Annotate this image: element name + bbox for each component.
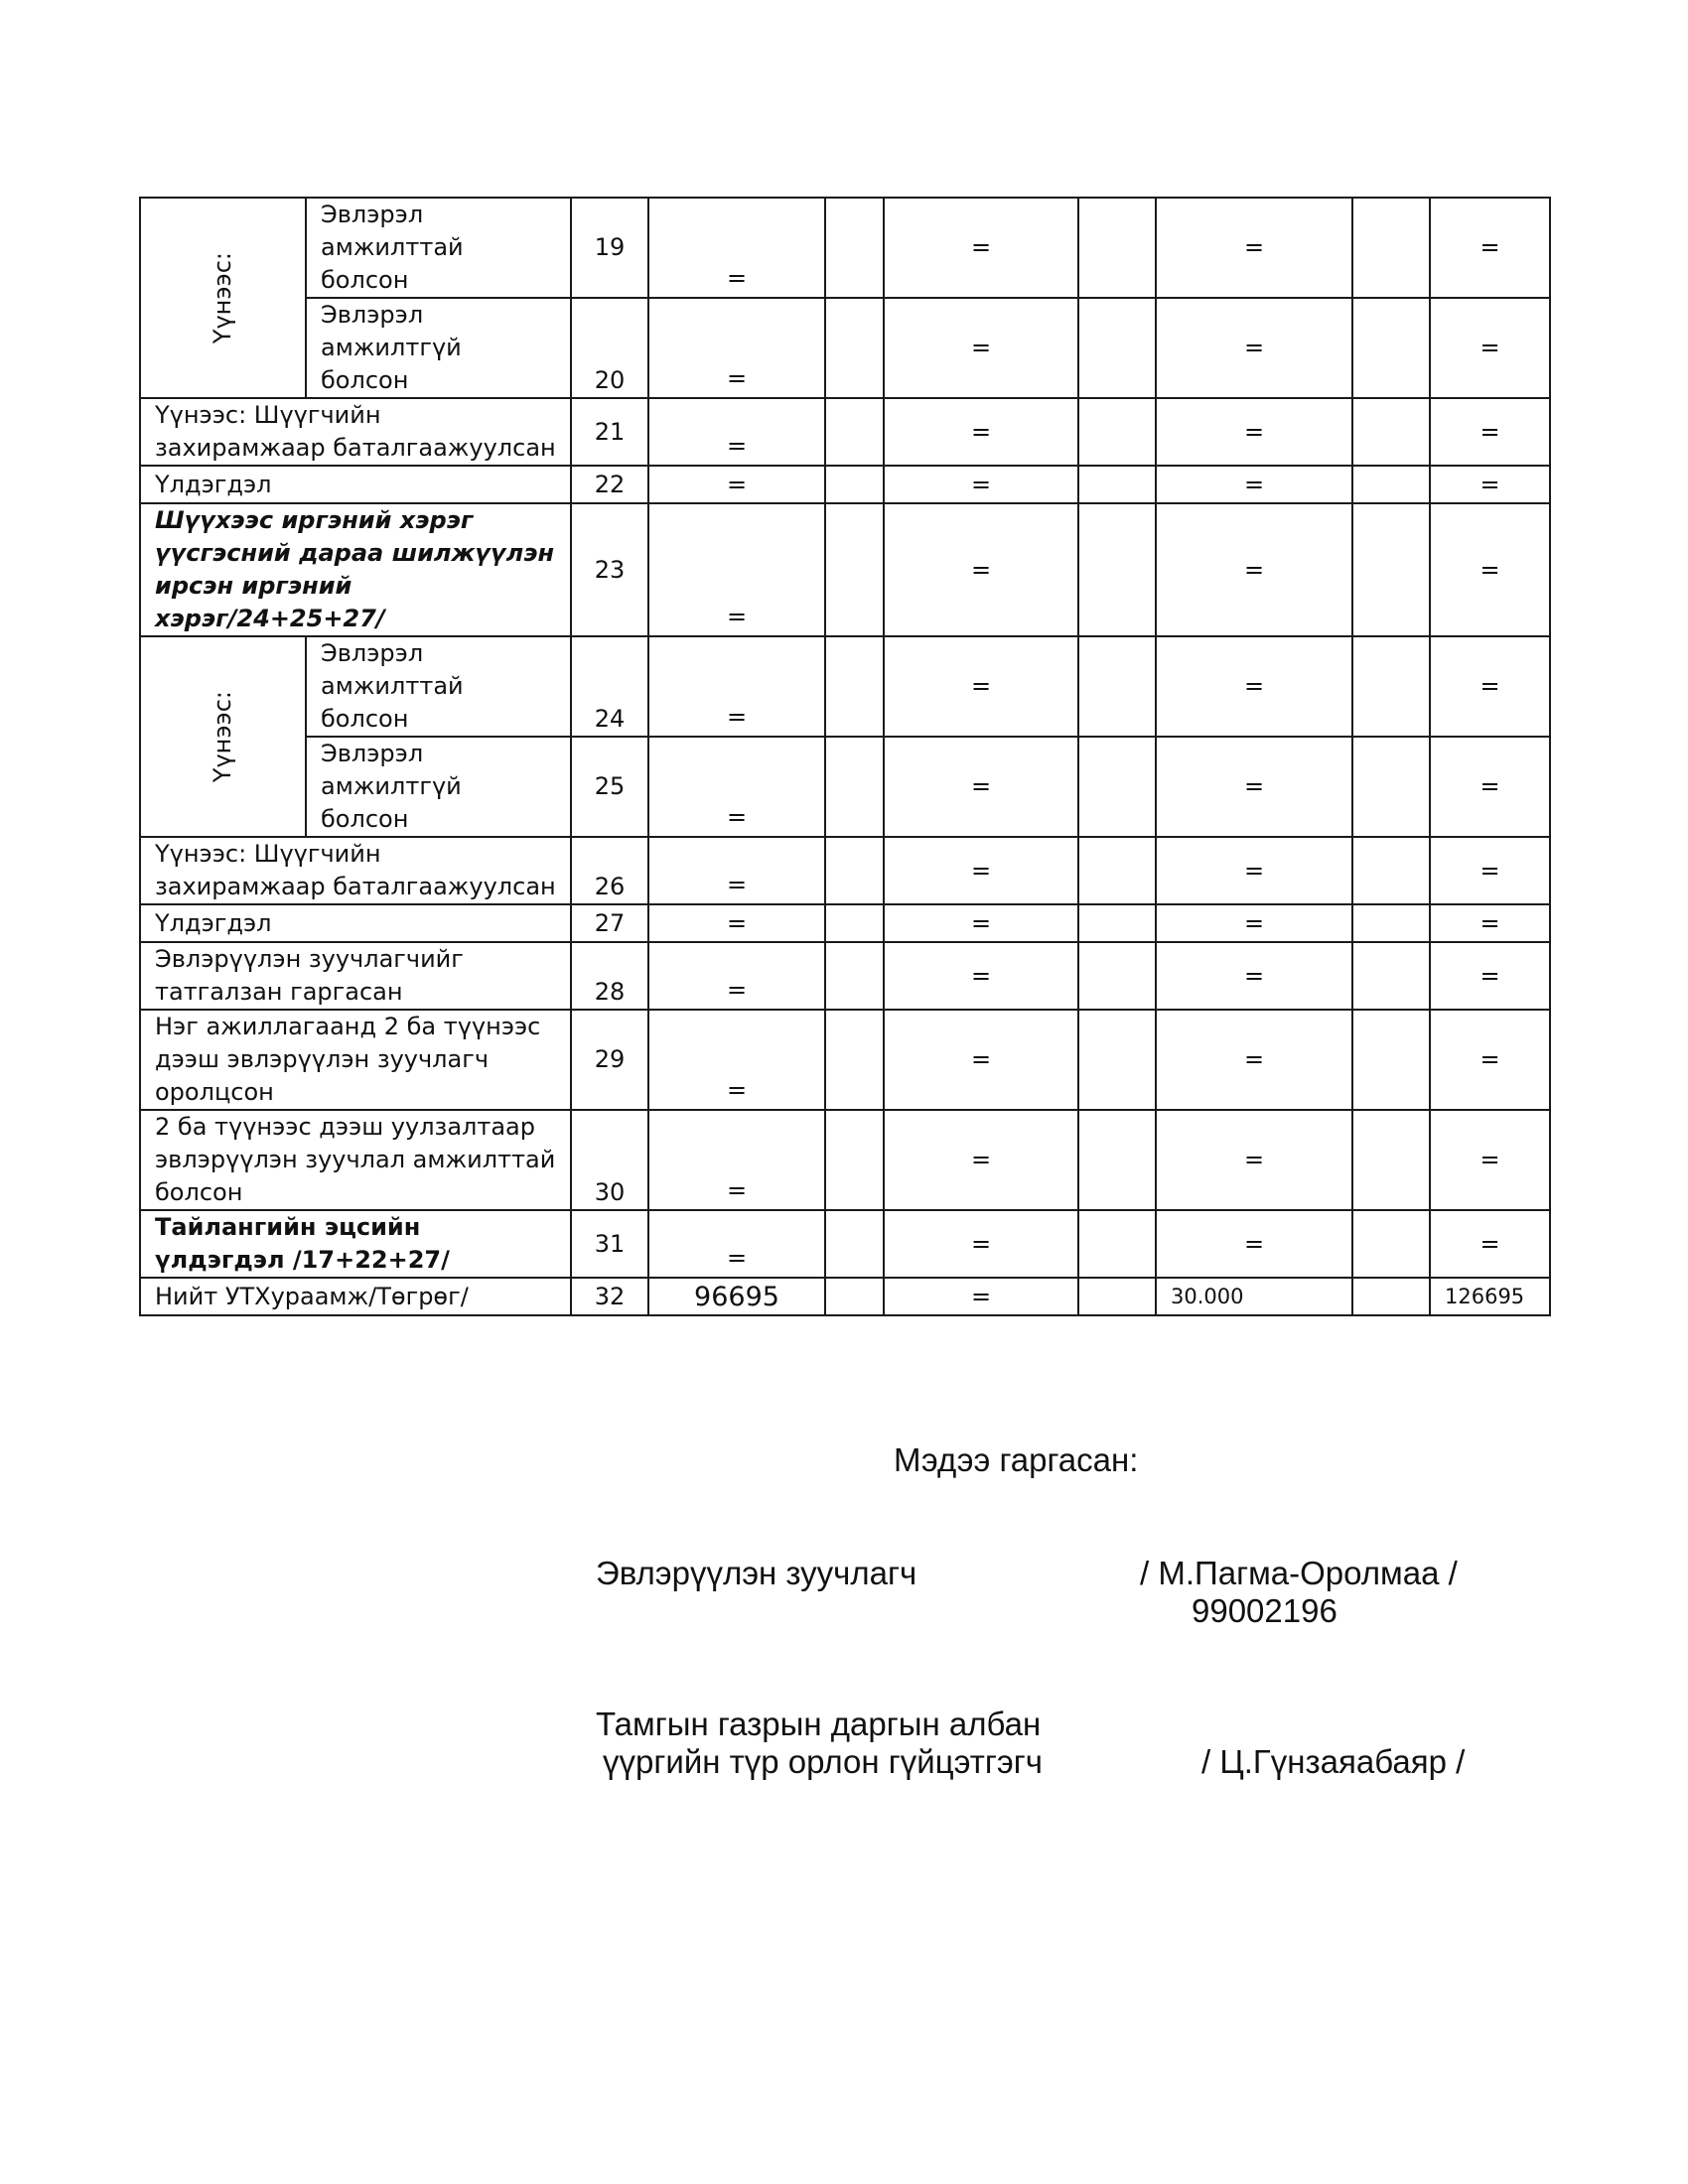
empty-cell [1078,1278,1156,1315]
cell-value: = [1156,837,1352,904]
row-label: Эвлэрэл амжилттай болсон [306,636,571,737]
empty-cell [1078,466,1156,503]
table-row [140,837,1550,904]
signer2-role-line2: үүргийн түр орлон гүйцэтгэгч [603,1743,1043,1780]
cell-value: = [648,298,825,398]
cell-value: = [1156,1110,1352,1210]
empty-cell [1078,837,1156,904]
report-table [139,197,1551,1316]
cell-value: = [648,942,825,1010]
cell-value: = [1156,636,1352,737]
row-number: 19 [571,198,648,298]
empty-cell [1352,837,1430,904]
row-label: Эвлэрүүлэн зуучлагчийг татгалзан гаргасан [140,942,571,1010]
empty-cell [1352,904,1430,942]
group-label: Үүнээс: [209,251,236,344]
cell-value: = [1156,466,1352,503]
empty-cell [1352,1210,1430,1278]
cell-value: = [884,1010,1078,1110]
empty-cell [1352,198,1430,298]
cell-value: = [1430,503,1550,636]
cell-value: = [1430,1110,1550,1210]
cell-value: = [648,904,825,942]
cell-value: = [1156,1010,1352,1110]
row-number: 28 [571,942,648,1010]
cell-value: = [648,1010,825,1110]
cell-value: = [648,198,825,298]
empty-cell [1352,1110,1430,1210]
cell-value: = [1430,198,1550,298]
signer1-role: Эвлэрүүлэн зуучлагч [596,1555,917,1591]
table-row [140,737,1550,837]
empty-cell [825,837,884,904]
grand-total-value: 126695 [1430,1278,1550,1315]
table-row [140,942,1550,1010]
cell-value: = [1156,904,1352,942]
empty-cell [825,737,884,837]
cell-value: = [884,1110,1078,1210]
empty-cell [825,1110,884,1210]
cell-value: = [884,298,1078,398]
cell-value: = [884,737,1078,837]
row-label: Эвлэрэл амжилтгүй болсон [306,737,571,837]
table-row [140,1210,1550,1278]
cell-value: = [884,466,1078,503]
cell-value: = [1156,398,1352,466]
cell-value: = [884,1278,1078,1315]
row-label: Нийт УТХураамж/Төгрөг/ [140,1278,571,1315]
empty-cell [1078,942,1156,1010]
empty-cell [1078,904,1156,942]
row-number: 25 [571,737,648,837]
cell-value: = [648,1210,825,1278]
empty-cell [1078,503,1156,636]
cell-value: 30.000 [1156,1278,1352,1315]
cell-value: = [1430,1010,1550,1110]
empty-cell [1352,942,1430,1010]
row-label: Эвлэрэл амжилтгүй болсон [306,298,571,398]
cell-value: = [1430,398,1550,466]
empty-cell [1352,298,1430,398]
group-label: Үүнээс: [209,690,236,783]
empty-cell [1078,636,1156,737]
empty-cell [1352,503,1430,636]
group-label-cell [140,636,306,837]
empty-cell [1352,737,1430,837]
cell-value: = [1156,298,1352,398]
cell-value: = [884,398,1078,466]
empty-cell [825,298,884,398]
cell-value: = [884,837,1078,904]
row-number: 30 [571,1110,648,1210]
table-row [140,1010,1550,1110]
row-number: 27 [571,904,648,942]
cell-value: = [1156,198,1352,298]
empty-cell [1078,737,1156,837]
empty-cell [825,942,884,1010]
empty-cell [825,1010,884,1110]
row-number: 22 [571,466,648,503]
empty-cell [825,198,884,298]
cell-value: = [884,1210,1078,1278]
row-label: Эвлэрэл амжилттай болсон [306,198,571,298]
cell-value: = [648,398,825,466]
cell-value: = [884,942,1078,1010]
cell-value: = [1156,1210,1352,1278]
cell-value: = [648,737,825,837]
signatures-heading: Мэдээ гаргасан: [894,1441,1139,1478]
row-number: 21 [571,398,648,466]
cell-value: = [648,466,825,503]
signer2-name: / Ц.Гүнзаяабаяр / [1201,1743,1466,1780]
cell-value: = [1430,942,1550,1010]
empty-cell [1078,198,1156,298]
cell-value: = [884,636,1078,737]
empty-cell [1078,1210,1156,1278]
empty-cell [1078,1110,1156,1210]
row-number: 24 [571,636,648,737]
empty-cell [1352,398,1430,466]
empty-cell [1352,1010,1430,1110]
empty-cell [1352,466,1430,503]
row-label: 2 ба түүнээс дээш уулзалтаар эвлэрүүлэн зуучлал амжилттай болсон [140,1110,571,1210]
table-row [140,398,1550,466]
cell-value: = [884,904,1078,942]
table-row [140,904,1550,942]
cell-value: = [1430,737,1550,837]
empty-cell [1078,298,1156,398]
empty-cell [1078,398,1156,466]
row-number: 23 [571,503,648,636]
empty-cell [825,466,884,503]
empty-cell [825,398,884,466]
cell-value: = [648,636,825,737]
cell-value: = [648,503,825,636]
table-row [140,503,1550,636]
row-number: 32 [571,1278,648,1315]
row-label: Шүүхээс иргэний хэрэг үүсгэсний дараа шилжүүлэн ирсэн иргэний хэрэг/24+25+27/ [140,503,571,636]
cell-value: = [1430,298,1550,398]
table-row [140,298,1550,398]
total-fee-value: 96695 [648,1278,825,1315]
cell-value: = [648,1110,825,1210]
empty-cell [825,1278,884,1315]
empty-cell [825,904,884,942]
signer2-role-line1: Тамгын газрын даргын албан [596,1706,1042,1742]
cell-value: = [1430,837,1550,904]
table-row [140,1278,1550,1315]
row-number: 26 [571,837,648,904]
cell-value: = [884,198,1078,298]
empty-cell [1078,1010,1156,1110]
row-number: 20 [571,298,648,398]
signer1-name: / М.Пагма-Оролмаа / [1140,1555,1458,1591]
cell-value: = [1430,1210,1550,1278]
row-label: Үүнээс: Шүүгчийн захирамжаар баталгаажуулсан [140,398,571,466]
cell-value: = [1156,737,1352,837]
row-label: Үүнээс: Шүүгчийн захирамжаар баталгаажуулсан [140,837,571,904]
cell-value: = [1430,466,1550,503]
group-label-cell [140,198,306,398]
row-number: 31 [571,1210,648,1278]
table-row [140,636,1550,737]
empty-cell [825,1210,884,1278]
signer1-phone: 99002196 [1192,1592,1337,1629]
row-number: 29 [571,1010,648,1110]
cell-value: = [1156,503,1352,636]
table-row [140,1110,1550,1210]
cell-value: = [648,837,825,904]
table-row [140,466,1550,503]
cell-value: = [884,503,1078,636]
cell-value: = [1430,904,1550,942]
empty-cell [825,636,884,737]
table-row [140,198,1550,298]
row-label: Үлдэгдэл [140,904,571,942]
row-label: Нэг ажиллагаанд 2 ба түүнээс дээш эвлэрүүлэн зуучлагч оролцсон [140,1010,571,1110]
empty-cell [1352,636,1430,737]
row-label: Тайлангийн эцсийн үлдэгдэл /17+22+27/ [140,1210,571,1278]
cell-value: = [1156,942,1352,1010]
row-label: Үлдэгдэл [140,466,571,503]
empty-cell [1352,1278,1430,1315]
cell-value: = [1430,636,1550,737]
empty-cell [825,503,884,636]
